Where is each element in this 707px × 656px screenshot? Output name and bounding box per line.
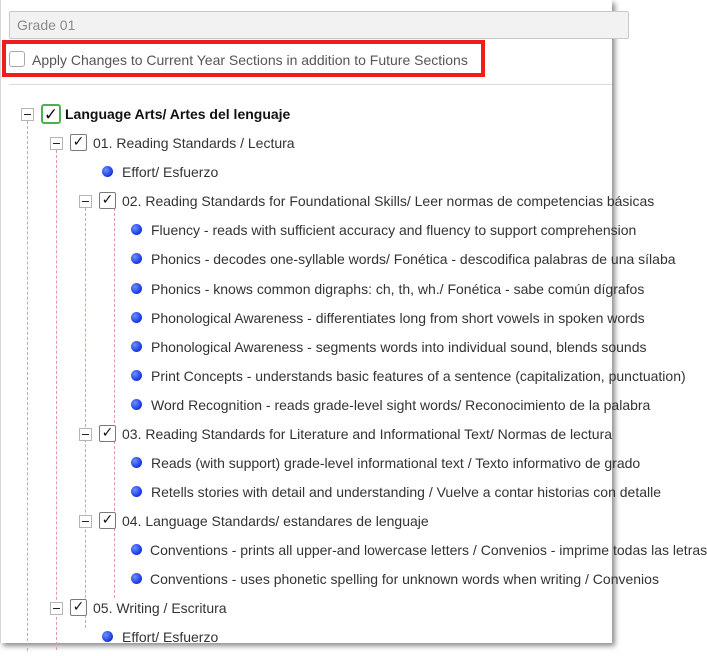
tree-label-reads-informational[interactable]: Reads (with support) grade-level informational text / Texto informativo de grado	[151, 455, 641, 471]
tree-label-fluency[interactable]: Fluency - reads with sufficient accuracy and fluency to support comprehension	[151, 222, 637, 238]
tree-label-reading-standards[interactable]: 01. Reading Standards / Lectura	[93, 135, 295, 151]
bullet-icon	[131, 486, 142, 497]
tree-label-phonics-digraphs[interactable]: Phonics - knows common digraphs: ch, th, wh./ Fonética - sabe común dígrafos	[151, 281, 645, 297]
tree-guide-line	[114, 528, 115, 598]
bullet-icon	[131, 370, 142, 381]
tree-label-literature[interactable]: 03. Reading Standards for Literature and Informational Text/ Normas de lectura	[122, 426, 613, 442]
bullet-icon	[102, 166, 113, 177]
tree-label-conventions-phonetic[interactable]: Conventions - uses phonetic spelling for unknown words when writing / Convenios	[150, 571, 659, 587]
collapse-toggle-foundational-skills[interactable]	[79, 195, 92, 208]
bullet-icon	[131, 341, 142, 352]
bullet-icon	[131, 399, 142, 410]
tree-guide-line	[85, 208, 86, 628]
bullet-icon	[131, 224, 142, 235]
bullet-icon	[131, 573, 142, 584]
tree-label-print-concepts[interactable]: Print Concepts - understands basic features of a sentence (capitalization, punctuation)	[151, 368, 686, 384]
tree-guide-line	[27, 121, 28, 651]
checkbox-language-standards[interactable]: ✓	[99, 512, 116, 529]
grade-select[interactable]: Grade 01	[9, 11, 629, 39]
tree-label-word-recognition[interactable]: Word Recognition - reads grade-level sight words/ Reconocimiento de la palabra	[151, 397, 651, 413]
tree-label-retells-stories[interactable]: Retells stories with detail and understanding / Vuelve a contar historias con detalle	[151, 484, 661, 500]
tree-guide-line	[114, 208, 115, 423]
checkbox-writing[interactable]: ✓	[70, 599, 87, 616]
collapse-toggle-writing[interactable]	[50, 602, 63, 615]
bullet-icon	[131, 544, 142, 555]
checkbox-language-arts[interactable]: ✓	[41, 104, 61, 124]
bullet-icon	[131, 312, 142, 323]
apply-changes-label[interactable]: Apply Changes to Current Year Sections in addition to Future Sections	[32, 52, 468, 68]
apply-changes-checkbox[interactable]	[9, 51, 25, 67]
tree-label-writing[interactable]: 05. Writing / Escritura	[93, 600, 227, 616]
tree-guide-line	[56, 150, 57, 650]
divider	[9, 84, 612, 85]
tree-label-phonological-differentiates[interactable]: Phonological Awareness - differentiates long from short vowels in spoken words	[151, 310, 645, 326]
tree-label-language-arts[interactable]: Language Arts/ Artes del lenguaje	[65, 106, 291, 122]
tree-label-effort[interactable]: Effort/ Esfuerzo	[122, 164, 219, 180]
bullet-icon	[131, 253, 142, 264]
tree-guide-line	[114, 441, 115, 511]
checkbox-reading-standards[interactable]: ✓	[70, 134, 87, 151]
collapse-toggle-language-arts[interactable]	[21, 108, 34, 121]
tree-label-phonological-segments[interactable]: Phonological Awareness - segments words into individual sound, blends sounds	[151, 339, 647, 355]
tree-label-phonics-decodes[interactable]: Phonics - decodes one-syllable words/ Fonética - descodifica palabras de una sílaba	[151, 251, 676, 267]
bullet-icon	[131, 457, 142, 468]
collapse-toggle-reading-standards[interactable]	[50, 137, 63, 150]
checkbox-foundational-skills[interactable]: ✓	[99, 192, 116, 209]
collapse-toggle-language-standards[interactable]	[79, 515, 92, 528]
tree-label-language-standards[interactable]: 04. Language Standards/ estandares de lenguaje	[122, 513, 429, 529]
bullet-icon	[131, 283, 142, 294]
checkbox-literature[interactable]: ✓	[99, 425, 116, 442]
tree-label-writing-effort[interactable]: Effort/ Esfuerzo	[122, 629, 219, 645]
bullet-icon	[102, 631, 113, 642]
tree-label-conventions-prints[interactable]: Conventions - prints all upper-and lowercase letters / Convenios - imprime todas las letras	[150, 542, 707, 558]
tree-label-foundational-skills[interactable]: 02. Reading Standards for Foundational Skills/ Leer normas de competencias básicas	[122, 193, 655, 209]
collapse-toggle-literature[interactable]	[79, 428, 92, 441]
